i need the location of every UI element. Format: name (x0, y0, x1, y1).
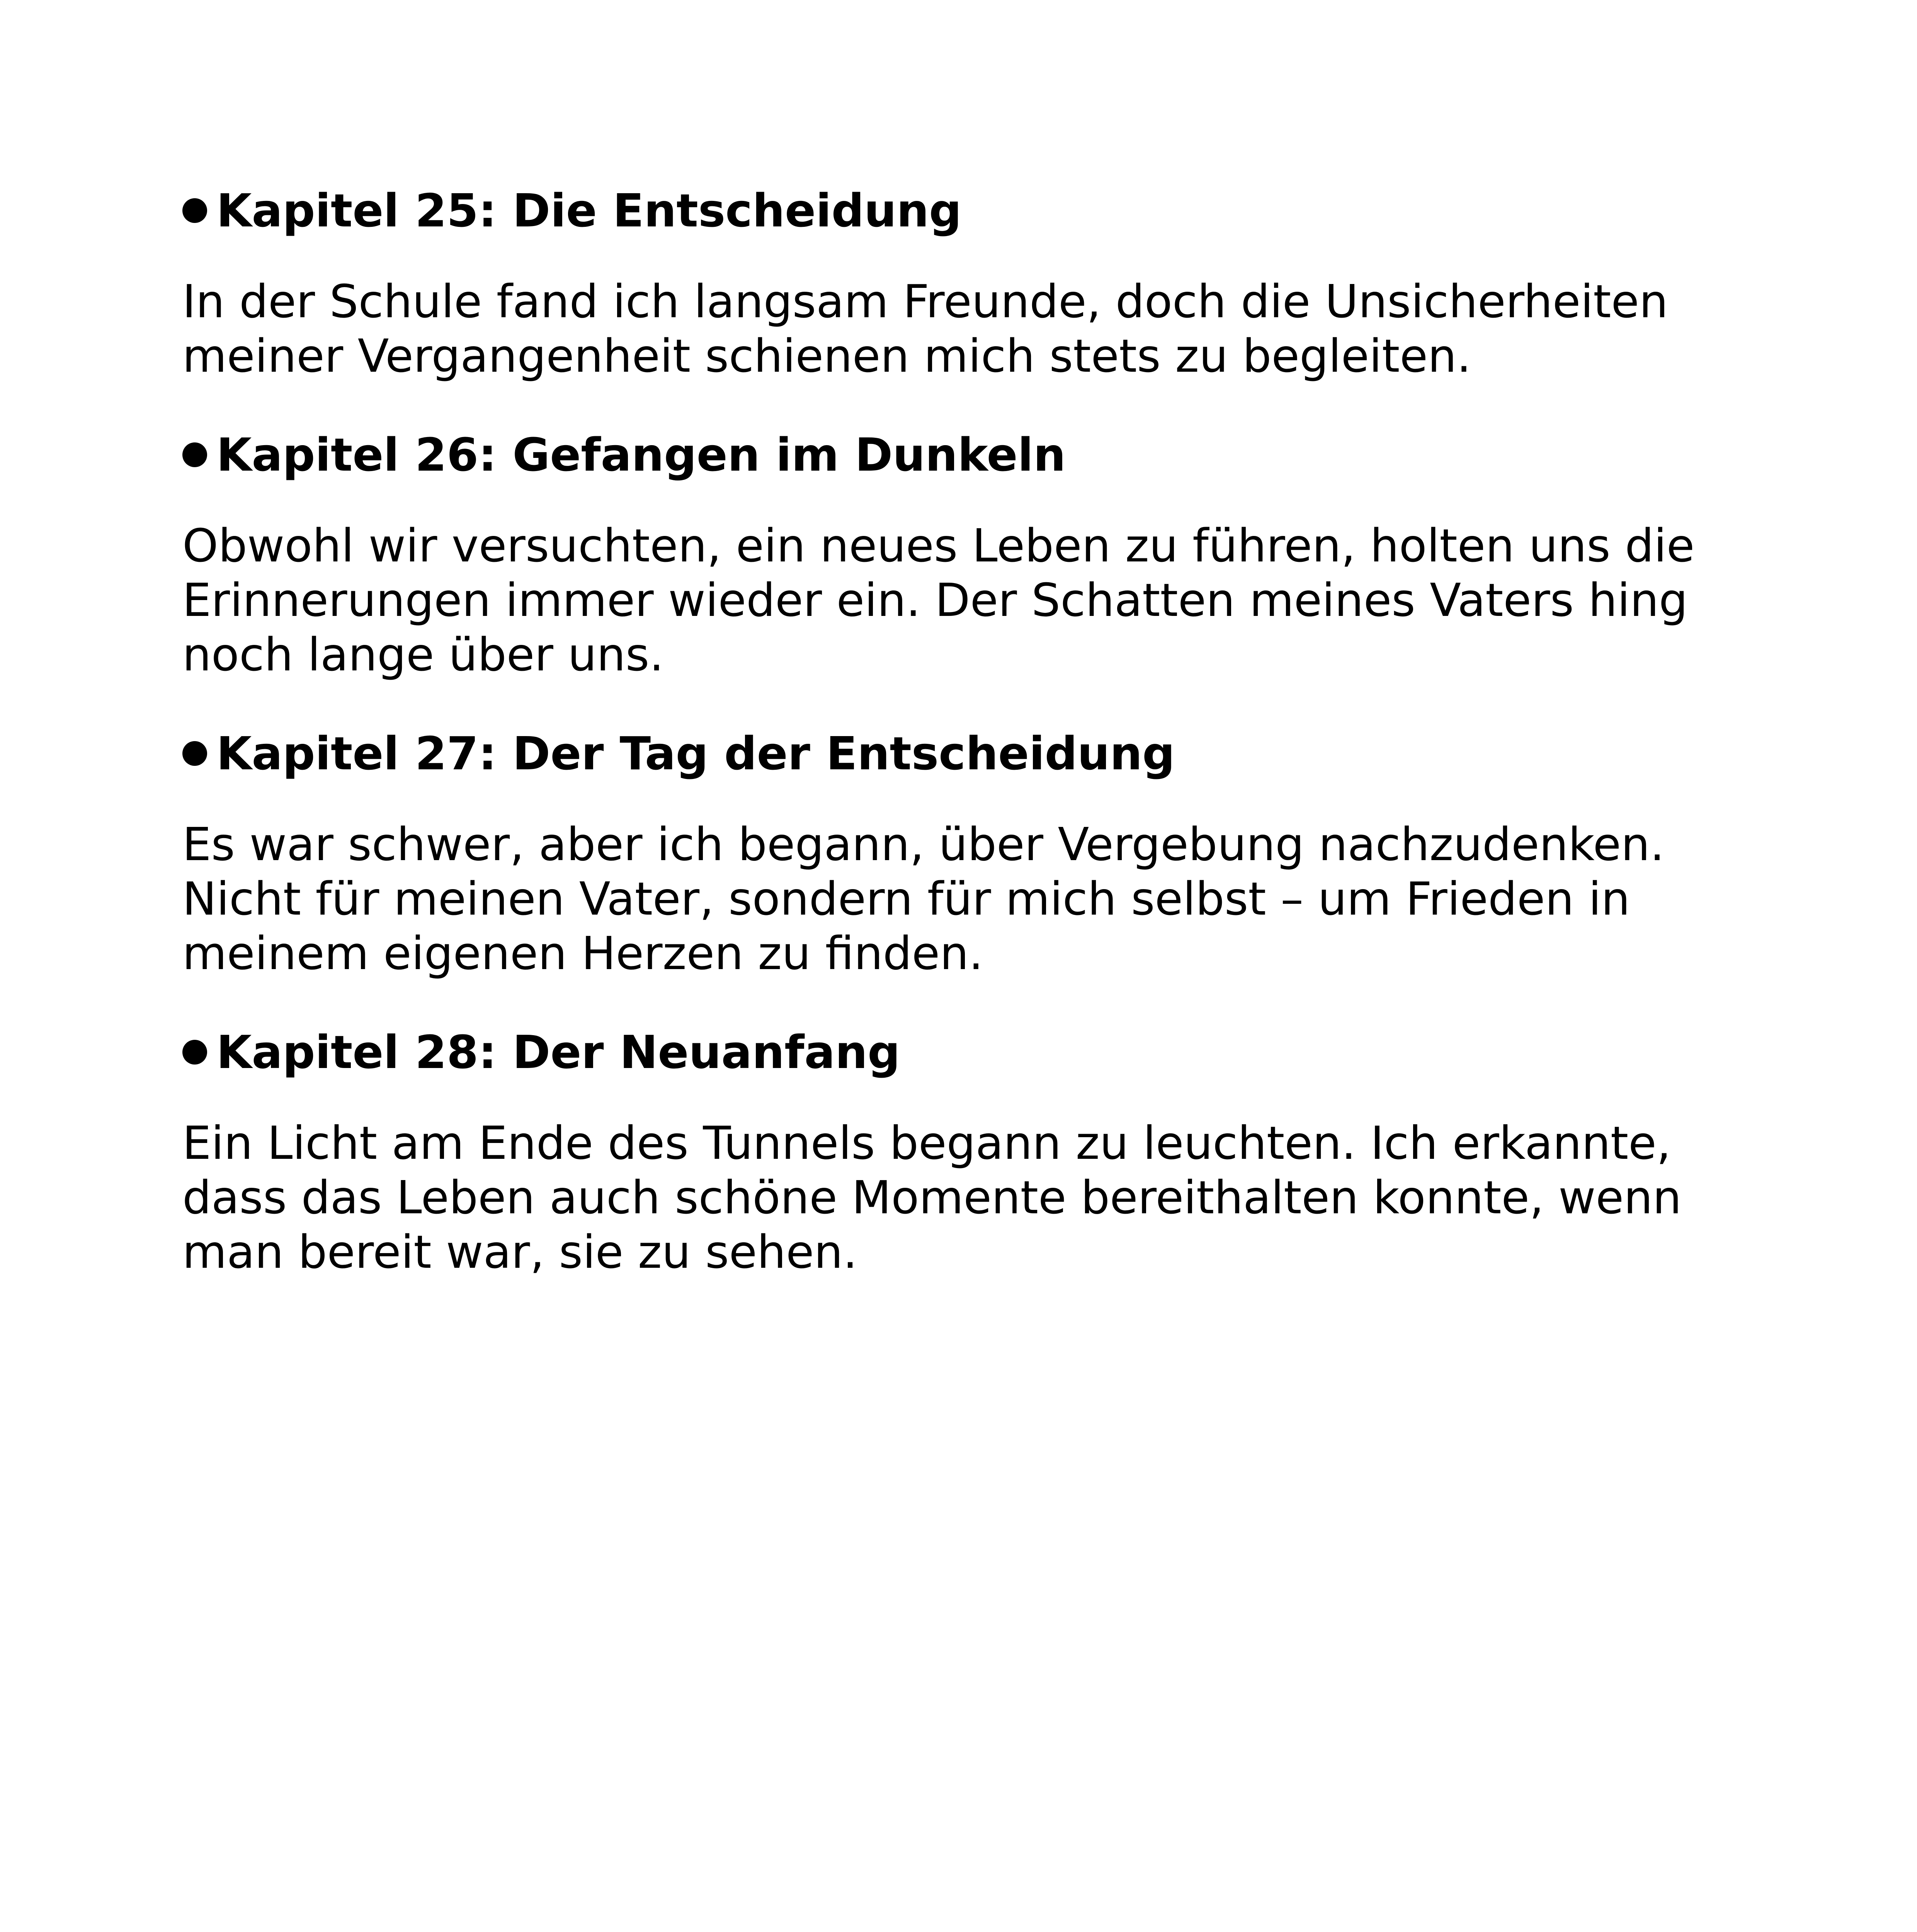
chapter-heading (182, 1023, 1767, 1081)
chapter-title: Kapitel 28: Der Neuanfang (216, 1026, 900, 1079)
chapter-heading (182, 724, 1767, 782)
chapter-title: Kapitel 26: Gefangen im Dunkeln (216, 428, 1066, 481)
chapter-26 (182, 426, 1767, 682)
bullet-icon (182, 741, 207, 766)
chapter-text: Ein Licht am Ende des Tunnels begann zu leuchten. Ich erkannte, dass das Leben auch schöne Momente bereithalten konnte, wenn man bereit war, sie zu sehen. (182, 1116, 1682, 1279)
chapter-text: Obwohl wir versuchten, ein neues Leben zu führen, holten uns die Erinnerungen immer wieder ein. Der Schatten meines Vaters hing noch lange über uns. (182, 519, 1695, 681)
bullet-icon (182, 1040, 207, 1065)
chapter-25 (182, 182, 1767, 383)
chapter-title: Kapitel 25: Die Entscheidung (216, 184, 962, 237)
chapter-title: Kapitel 27: Der Tag der Entscheidung (216, 727, 1175, 780)
chapter-27 (182, 724, 1767, 981)
bullet-icon (182, 442, 207, 467)
bullet-icon (182, 198, 207, 223)
chapter-text: Es war schwer, aber ich begann, über Vergebung nachzudenken. Nicht für meinen Vater, sondern für mich selbst – um Frieden in meinem eigenen Herzen zu finden. (182, 818, 1665, 980)
chapter-list (182, 182, 1767, 1322)
chapter-heading (182, 182, 1767, 240)
chapter-28 (182, 1023, 1767, 1279)
chapter-text: In der Schule fand ich langsam Freunde, doch die Unsicherheiten meiner Vergangenheit schienen mich stets zu begleiten. (182, 275, 1668, 383)
chapter-heading (182, 426, 1767, 484)
